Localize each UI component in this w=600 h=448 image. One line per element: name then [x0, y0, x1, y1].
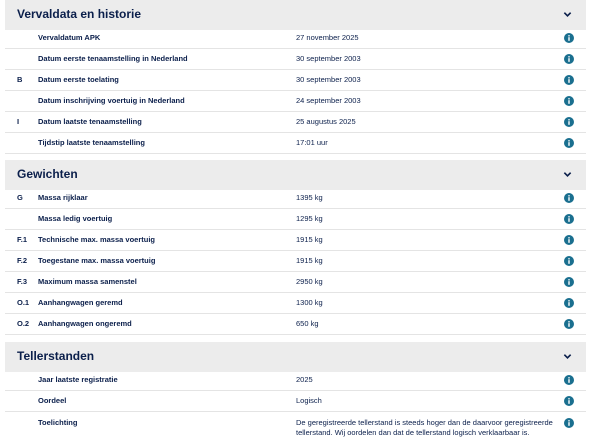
detail-row [5, 370, 586, 391]
chevron-down-icon[interactable] [563, 10, 572, 19]
row-code: O.1 [17, 298, 30, 307]
info-icon[interactable] [564, 54, 574, 64]
info-icon[interactable] [564, 277, 574, 287]
detail-row [5, 272, 586, 293]
row-label: Datum inschrijving voertuig in Nederland [38, 96, 185, 105]
info-icon[interactable] [564, 319, 574, 329]
row-value: 1295 kg [296, 214, 323, 223]
detail-row [5, 251, 586, 272]
row-value: 24 september 2003 [296, 96, 361, 105]
row-label: Jaar laatste registratie [38, 375, 118, 384]
section-title: Vervaldata en historie [17, 7, 142, 21]
row-label: Oordeel [38, 396, 67, 405]
row-label: Datum laatste tenaamstelling [38, 117, 142, 126]
row-label: Aanhangwagen ongeremd [38, 319, 132, 328]
row-value: 650 kg [296, 319, 319, 328]
info-icon[interactable] [564, 396, 574, 406]
info-icon[interactable] [564, 298, 574, 308]
row-value: 25 augustus 2025 [296, 117, 356, 126]
row-label: Massa ledig voertuig [38, 214, 113, 223]
row-value: 17:01 uur [296, 138, 328, 147]
section-header-tellerstanden[interactable] [5, 342, 586, 372]
info-icon[interactable] [564, 214, 574, 224]
section-title: Gewichten [17, 167, 78, 181]
row-code: F.1 [17, 235, 28, 244]
row-value: 1395 kg [296, 193, 323, 202]
row-code: B [17, 75, 23, 84]
row-value: De geregistreerde tellerstand is steeds hoger dan de daarvoor geregistreerde tellerstand. Wij oordelen dan dat de tellerstand logisch verklaarbaar is. [296, 418, 553, 437]
detail-row [5, 112, 586, 133]
detail-row [5, 314, 586, 335]
row-label: Datum eerste tenaamstelling in Nederland [38, 54, 188, 63]
row-label: Aanhangwagen geremd [38, 298, 123, 307]
row-label: Vervaldatum APK [38, 33, 101, 42]
detail-row [5, 28, 586, 49]
info-icon[interactable] [564, 33, 574, 43]
row-label: Tijdstip laatste tenaamstelling [38, 138, 145, 147]
row-label: Datum eerste toelating [38, 75, 119, 84]
info-icon[interactable] [564, 75, 574, 85]
detail-row [5, 293, 586, 314]
info-icon[interactable] [564, 375, 574, 385]
chevron-down-icon[interactable] [563, 170, 572, 179]
section-title: Tellerstanden [17, 349, 95, 363]
row-value: 2950 kg [296, 277, 323, 286]
detail-row [5, 188, 586, 209]
row-value: 1300 kg [296, 298, 323, 307]
info-icon[interactable] [564, 418, 574, 428]
info-icon[interactable] [564, 96, 574, 106]
row-value: 1915 kg [296, 235, 323, 244]
row-value: 1915 kg [296, 256, 323, 265]
info-icon[interactable] [564, 235, 574, 245]
detail-row [5, 49, 586, 70]
row-value: 30 september 2003 [296, 54, 361, 63]
row-label: Maximum massa samenstel [38, 277, 137, 286]
info-icon[interactable] [564, 138, 574, 148]
section-header-gewichten[interactable] [5, 160, 586, 190]
detail-row [5, 70, 586, 91]
detail-row [5, 209, 586, 230]
info-icon[interactable] [564, 193, 574, 203]
detail-row [5, 133, 586, 154]
row-value: Logisch [296, 396, 322, 405]
row-label: Technische max. massa voertuig [38, 235, 155, 244]
row-label: Massa rijklaar [38, 193, 88, 202]
chevron-down-icon[interactable] [563, 352, 572, 361]
info-icon[interactable] [564, 117, 574, 127]
detail-row [5, 230, 586, 251]
row-value: 30 september 2003 [296, 75, 361, 84]
detail-row [5, 91, 586, 112]
row-code: F.2 [17, 256, 28, 265]
row-code: F.3 [17, 277, 28, 286]
section-header-vervaldata[interactable] [5, 0, 586, 30]
row-code: I [17, 117, 20, 126]
row-code: G [17, 193, 23, 202]
row-label: Toelichting [38, 418, 78, 427]
detail-row [5, 413, 586, 437]
row-label: Toegestane max. massa voertuig [38, 256, 156, 265]
row-code: O.2 [17, 319, 30, 328]
row-value: 27 november 2025 [296, 33, 359, 42]
info-icon[interactable] [564, 256, 574, 266]
detail-row [5, 391, 586, 412]
row-value: 2025 [296, 375, 313, 384]
